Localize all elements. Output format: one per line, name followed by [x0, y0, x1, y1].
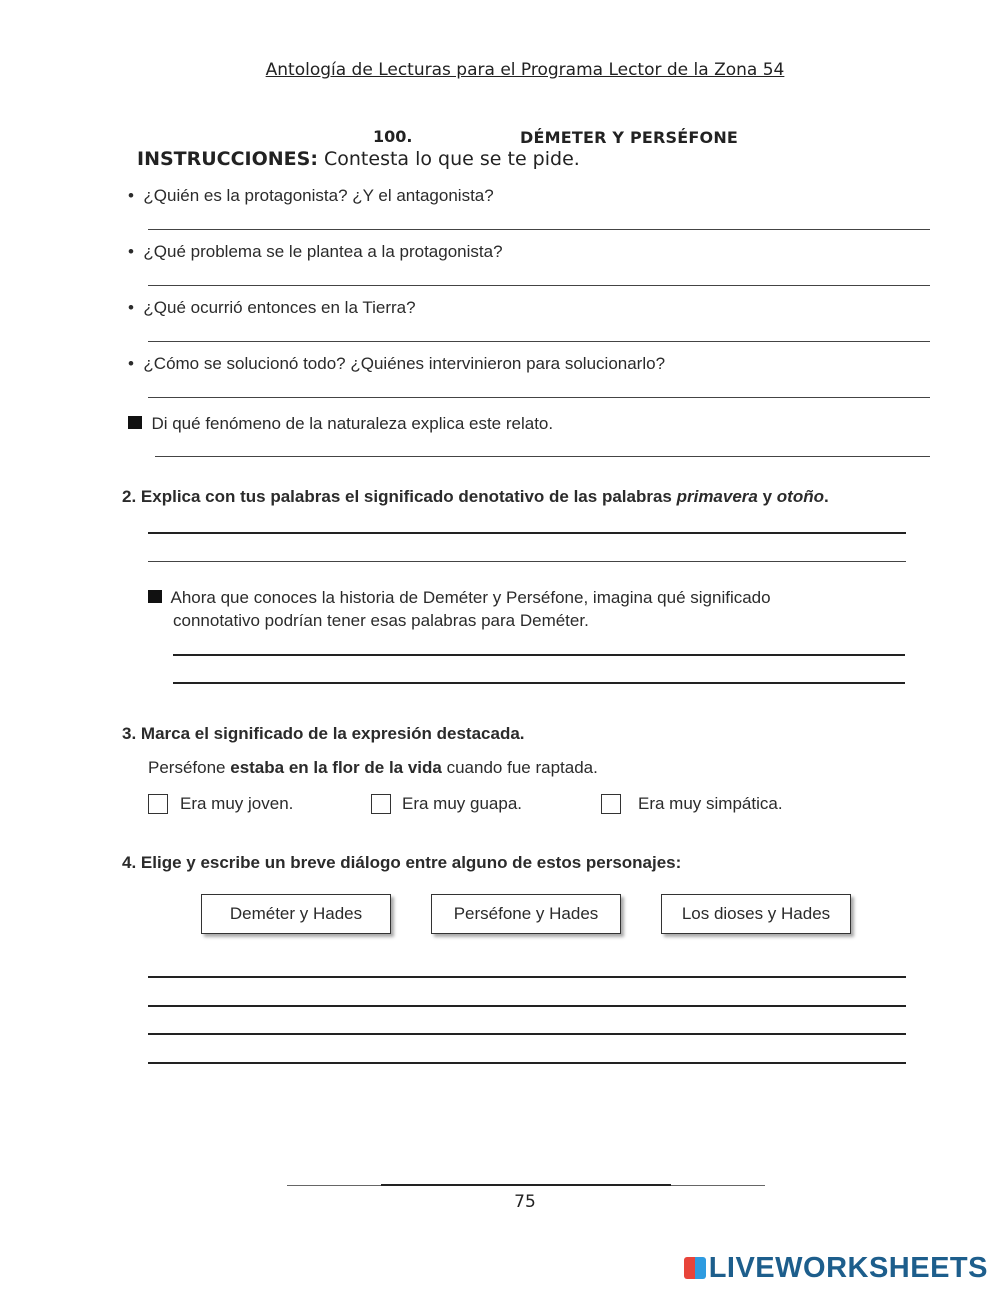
bullet-icon: •	[128, 298, 134, 317]
dialogue-line-1[interactable]	[148, 976, 906, 978]
question-4	[128, 354, 665, 374]
question-1	[128, 186, 494, 206]
question-2	[128, 242, 503, 262]
page-number: 75	[514, 1192, 536, 1212]
sentence-start: Perséfone	[148, 758, 231, 777]
liveworksheets-logo	[684, 1252, 988, 1285]
option-3-label: Era muy simpática.	[638, 794, 783, 813]
section-2-extra-line1: Ahora que conoces la historia de Deméter y Perséfone, imagina qué significado	[170, 588, 771, 607]
section-2-connector: y	[757, 487, 777, 506]
question-1-text: ¿Quién es la protagonista? ¿Y el antagonista?	[143, 186, 494, 205]
dialogue-line-3[interactable]	[148, 1033, 906, 1035]
question-5-text: Di qué fenómeno de la naturaleza explica este relato.	[151, 414, 554, 433]
instructions-text: Contesta lo que se te pide.	[317, 148, 580, 170]
question-3-text: ¿Qué ocurrió entonces en la Tierra?	[143, 298, 416, 317]
liveworksheets-logo-icon	[684, 1257, 706, 1279]
section-3-prompt	[122, 724, 525, 744]
question-2-text: ¿Qué problema se le plantea a la protagonista?	[143, 242, 503, 261]
reading-number: 100.	[373, 127, 413, 146]
word-primavera: primavera	[676, 487, 758, 506]
option-2-label: Era muy guapa.	[402, 794, 523, 813]
answer-line-5[interactable]	[155, 456, 930, 457]
option-1-label: Era muy joven.	[180, 794, 294, 813]
section-3-sentence	[148, 758, 598, 778]
logo-text: LIVEWORKSHEETS	[708, 1252, 988, 1284]
checkbox-option-2[interactable]	[371, 794, 391, 814]
instructions-label: INSTRUCCIONES:	[137, 148, 318, 170]
instructions	[137, 148, 580, 170]
answer-line-8[interactable]	[173, 654, 905, 656]
section-3-number: 3.	[122, 724, 137, 743]
answer-line-3[interactable]	[148, 341, 930, 342]
answer-line-1[interactable]	[148, 229, 930, 230]
answer-line-2[interactable]	[148, 285, 930, 286]
word-otono: otoño	[776, 487, 824, 506]
section-4-prompt-text: Elige y escribe un breve diálogo entre alguno de estos personajes:	[140, 853, 682, 872]
question-4-text: ¿Cómo se solucionó todo? ¿Quiénes intervinieron para solucionarlo?	[143, 354, 666, 373]
bullet-icon: •	[128, 186, 134, 205]
sentence-end: cuando fue raptada.	[441, 758, 598, 777]
square-bullet-icon	[148, 590, 162, 603]
section-4-prompt	[122, 853, 681, 873]
section-2-prompt	[122, 487, 829, 507]
choice-dioses-hades[interactable]: Los dioses y Hades	[661, 894, 851, 934]
section-2-number: 2.	[122, 487, 137, 506]
answer-line-4[interactable]	[148, 397, 930, 398]
reading-title: DÉMETER Y PERSÉFONE	[520, 128, 739, 147]
checkbox-option-3[interactable]	[601, 794, 621, 814]
choice-demeter-hades[interactable]: Deméter y Hades	[201, 894, 391, 934]
section-2-extra-line2: connotativo podrían tener esas palabras para Deméter.	[173, 611, 589, 630]
dialogue-line-4[interactable]	[148, 1062, 906, 1064]
question-3	[128, 298, 416, 318]
section-4-number: 4.	[122, 853, 137, 872]
answer-line-6[interactable]	[148, 532, 906, 534]
answer-line-9[interactable]	[173, 682, 905, 684]
question-5	[128, 414, 553, 434]
highlighted-expression: estaba en la flor de la vida	[230, 758, 442, 777]
dialogue-line-2[interactable]	[148, 1005, 906, 1007]
answer-line-7[interactable]	[148, 561, 906, 562]
section-3-prompt-text: Marca el significado de la expresión destacada.	[140, 724, 525, 743]
section-2-extra	[148, 586, 771, 632]
section-2-prompt-text: Explica con tus palabras el significado denotativo de las palabras	[140, 487, 677, 506]
square-bullet-icon	[128, 416, 142, 429]
bullet-icon: •	[128, 242, 134, 261]
bullet-icon: •	[128, 354, 134, 373]
section-2-period: .	[823, 487, 829, 506]
choice-persefone-hades[interactable]: Perséfone y Hades	[431, 894, 621, 934]
footer-rule-center	[381, 1184, 671, 1186]
checkbox-option-1[interactable]	[148, 794, 168, 814]
anthology-header: Antología de Lecturas para el Programa Lector de la Zona 54	[265, 60, 785, 80]
